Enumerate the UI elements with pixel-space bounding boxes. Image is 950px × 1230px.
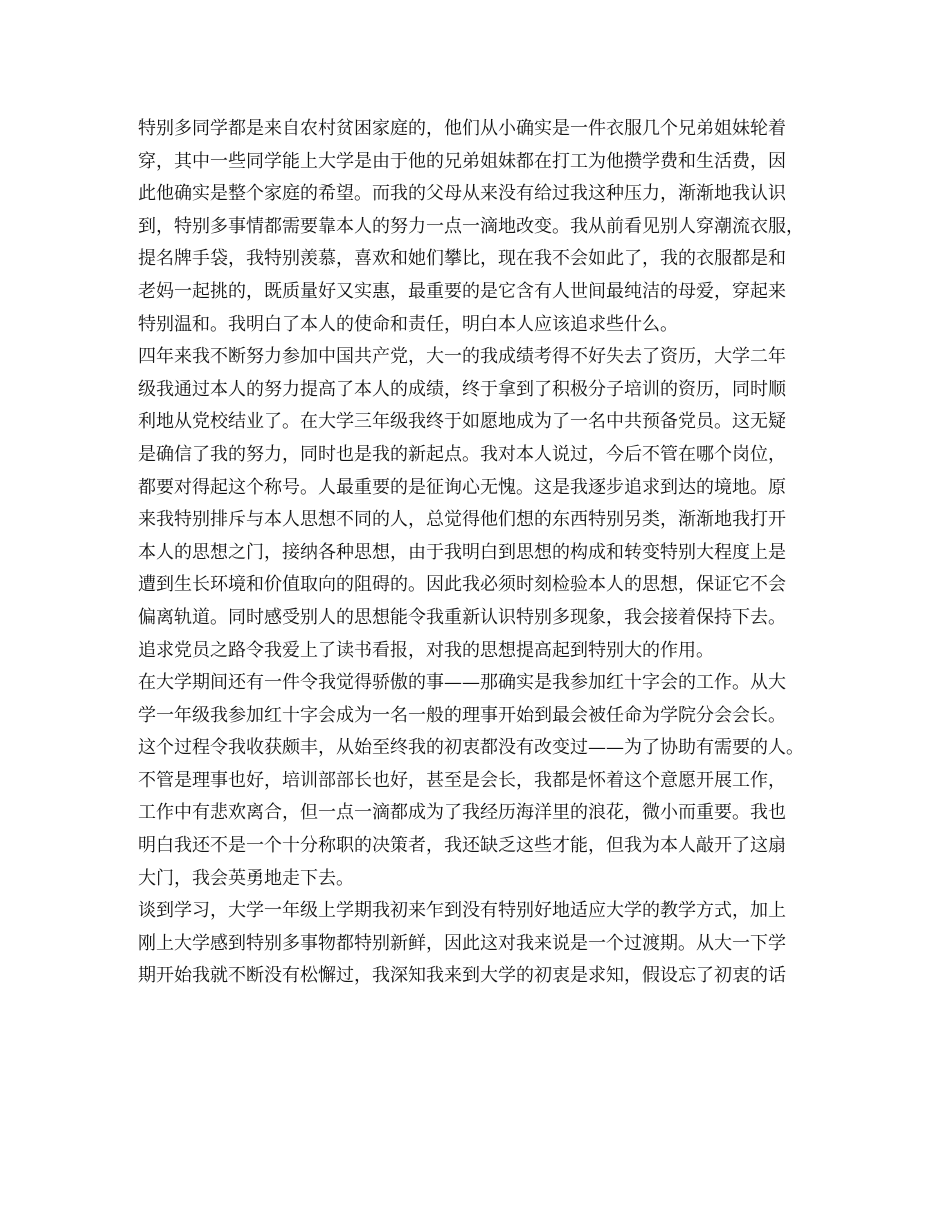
text-line: 刚上大学感到特别多事物都特别新鲜，因此这对我来说是一个过渡期。从大一下学 — [138, 932, 786, 954]
text-line: 明白我还不是一个十分称职的决策者，我还缺乏这些才能，但我为本人敲开了这扇 — [138, 835, 786, 857]
text-line: 级我通过本人的努力提高了本人的成绩，终于拿到了积极分子培训的资历，同时顺 — [138, 378, 786, 400]
text-line: 特别温和。我明白了本人的使命和责任，明白本人应该追求些什么。 — [138, 313, 678, 335]
text-line: 谈到学习，大学一年级上学期我初来乍到没有特别好地适应大学的教学方式，加上 — [138, 900, 786, 922]
text-line: 来我特别排斥与本人思想不同的人，总觉得他们想的东西特别另类，渐渐地我打开 — [138, 509, 786, 531]
text-line: 在大学期间还有一件令我觉得骄傲的事——那确实是我参加红十字会的工作。从大 — [138, 672, 786, 694]
text-line: 特别多同学都是来自农村贫困家庭的，他们从小确实是一件衣服几个兄弟姐妹轮着 — [138, 118, 786, 139]
text-line: 提名牌手袋，我特别羡慕，喜欢和她们攀比，现在我不会如此了，我的衣服都是和 — [138, 248, 786, 270]
text-line: 大门，我会英勇地走下去。 — [138, 867, 354, 889]
text-line: 工作中有悲欢离合，但一点一滴都成为了我经历海洋里的浪花，微小而重要。我也 — [138, 802, 786, 824]
text-line: 利地从党校结业了。在大学三年级我终于如愿地成为了一名中共预备党员。这无疑 — [138, 411, 786, 433]
text-line: 都要对得起这个称号。人最重要的是征询心无愧。这是我逐步追求到达的境地。原 — [138, 476, 786, 498]
text-line: 到，特别多事情都需要靠本人的努力一点一滴地改变。我从前看见别人穿潮流衣服， — [138, 215, 804, 237]
text-line: 期开始我就不断没有松懈过，我深知我来到大学的初衷是求知，假设忘了初衷的话 — [138, 965, 786, 987]
text-line: 学一年级我参加红十字会成为一名一般的理事开始到最会被任命为学院分会会长。 — [138, 704, 786, 726]
text-line: 四年来我不断努力参加中国共产党，大一的我成绩考得不好失去了资历，大学二年 — [138, 346, 786, 368]
text-line: 是确信了我的努力，同时也是我的新起点。我对本人说过，今后不管在哪个岗位， — [138, 443, 786, 465]
text-line: 此他确实是整个家庭的希望。而我的父母从来没有给过我这种压力，渐渐地我认识 — [138, 183, 786, 205]
text-line: 这个过程令我收获颇丰，从始至终我的初衷都没有改变过——为了协助有需要的人。 — [138, 737, 804, 759]
text-line: 穿，其中一些同学能上大学是由于他的兄弟姐妹都在打工为他攒学费和生活费，因 — [138, 150, 786, 172]
text-line: 本人的思想之门，接纳各种思想，由于我明白到思想的构成和转变特别大程度上是 — [138, 541, 786, 563]
text-line: 老妈一起挑的，既质量好又实惠，最重要的是它含有人世间最纯洁的母爱，穿起来 — [138, 280, 786, 302]
body-text — [138, 113, 838, 993]
text-line: 不管是理事也好，培训部部长也好，甚至是会长，我都是怀着这个意愿开展工作， — [138, 769, 786, 791]
text-line: 追求党员之路令我爱上了读书看报，对我的思想提高起到特别大的作用。 — [138, 639, 714, 661]
text-line: 遭到生长环境和价值取向的阻碍的。因此我必须时刻检验本人的思想，保证它不会 — [138, 574, 786, 596]
text-line: 偏离轨道。同时感受别人的思想能令我重新认识特别多现象，我会接着保持下去。 — [138, 606, 786, 628]
